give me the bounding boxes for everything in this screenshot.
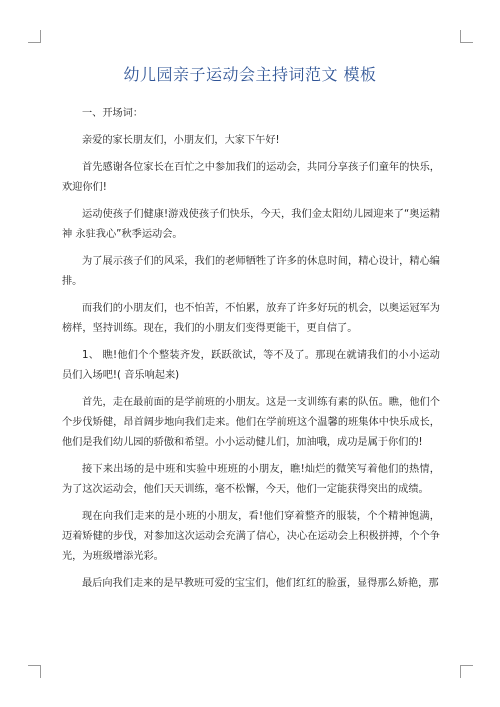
- paragraph: 1、 瞧!他们个个整装齐发，跃跃欲试，等不及了。那现在就请我们的小小运动员们入场吧!( 音乐响起来): [62, 350, 440, 381]
- paragraph: 现在向我们走来的是小班的小朋友，看!他们穿着整齐的服装，个个精神饱满，迈着矫健的步伐，对参加这次运动会充满了信心，决心在运动会上积极拼搏，个个争光，为班级增添光彩。: [62, 511, 440, 562]
- document-body: [62, 104, 440, 601]
- paragraph-section-heading: 一、开场词：: [82, 108, 144, 119]
- document-title: 幼儿园亲子运动会主持词范文 模板: [123, 65, 377, 84]
- paragraph: 接下来出场的是中班和实验中班班的小朋友，瞧!灿烂的微笑写着他们的热情，为了这次运动会，他们天天训练，毫不松懈，今天，他们一定能获得突出的成绩。: [62, 464, 440, 495]
- paragraph: 首先感谢各位家长在百忙之中参加我们的运动会，共同分享孩子们童年的快乐，欢迎你们!: [62, 162, 440, 193]
- paragraph: 运动使孩子们健康!游戏使孩子们快乐，今天，我们金太阳幼儿园迎来了“奥运精神 永驻我心”秋季运动会。: [62, 209, 440, 240]
- paragraph: 为了展示孩子们的风采，我们的老师牺牲了许多的休息时间，精心设计，精心编排。: [62, 256, 440, 287]
- paragraph: 亲爱的家长朋友们，小朋友们，大家下午好!: [82, 135, 280, 146]
- paragraph: 而我们的小朋友们，也不怕苦，不怕累，放弃了许多好玩的机会，以奥运冠军为榜样，坚持训练。现在，我们的小朋友们变得更能干，更自信了。: [62, 303, 440, 334]
- crop-mark-bottom-right: [460, 665, 473, 678]
- paragraph: 首先，走在最前面的是学前班的小朋友。这是一支训练有素的队伍。瞧，他们个个步伐矫健，昂首阔步地向我们走来。他们在学前班这个温馨的班集体中快乐成长，他们是我们幼儿园的骄傲和希望。小小运动健儿们，加油哦，成功是属于你们的!: [62, 397, 440, 448]
- paragraph: 最后向我们走来的是早教班可爱的宝宝们，他们红红的脸蛋，显得那么娇艳，那: [82, 578, 439, 589]
- crop-mark-bottom-left: [28, 665, 41, 678]
- crop-mark-top-left: [28, 30, 41, 43]
- crop-mark-top-right: [460, 30, 473, 43]
